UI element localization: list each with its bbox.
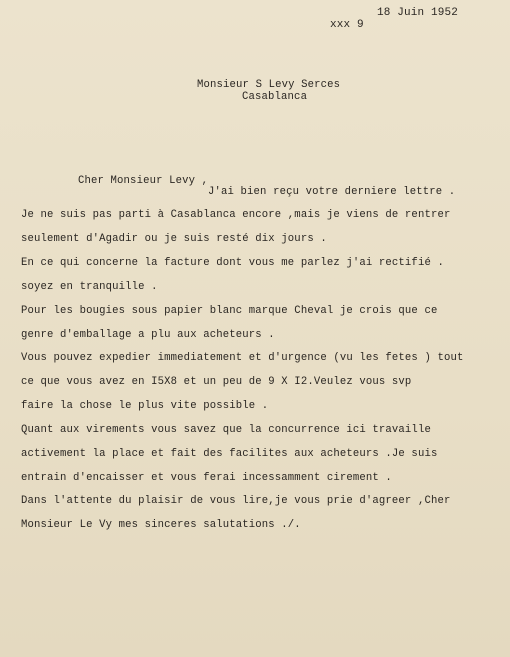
letter-greeting: Cher Monsieur Levy ,: [78, 175, 209, 187]
letter-line: Quant aux virements vous savez que la concurrence ici travaille: [21, 424, 431, 436]
letter-line: J'ai bien reçu votre derniere lettre .: [208, 186, 456, 198]
letter-line: seulement d'Agadir ou je suis resté dix jours .: [21, 233, 327, 245]
letter-line: Je ne suis pas parti à Casablanca encore ,mais je viens de rentrer: [21, 209, 451, 221]
letter-line: Pour les bougies sous papier blanc marque Cheval je crois que ce: [21, 305, 438, 317]
letter-closing: Monsieur Le Vy mes sinceres salutations ./.: [21, 519, 301, 531]
recipient-name: Monsieur S Levy Serces: [197, 79, 341, 91]
recipient-city: Casablanca: [242, 91, 308, 103]
letter-line: soyez en tranquille .: [21, 281, 158, 293]
letter-line: entrain d'encaisser et vous ferai incessamment cirement .: [21, 472, 392, 484]
letter-reference: xxx 9: [330, 19, 364, 31]
letter-line: genre d'emballage a plu aux acheteurs .: [21, 329, 275, 341]
letter-line: activement la place et fait des facilites aux acheteurs .Je suis: [21, 448, 438, 460]
letter-line: Dans l'attente du plaisir de vous lire,je vous prie d'agreer ,Cher: [21, 495, 451, 507]
letter-line: ce que vous avez en I5X8 et un peu de 9 X I2.Veulez vous svp: [21, 376, 412, 388]
letter-line: En ce qui concerne la facture dont vous me parlez j'ai rectifié .: [21, 257, 444, 269]
letter-date: 18 Juin 1952: [377, 7, 459, 19]
letter-line: Vous pouvez expedier immediatement et d'urgence (vu les fetes ) tout: [21, 352, 464, 364]
letter-line: faire la chose le plus vite possible .: [21, 400, 269, 412]
